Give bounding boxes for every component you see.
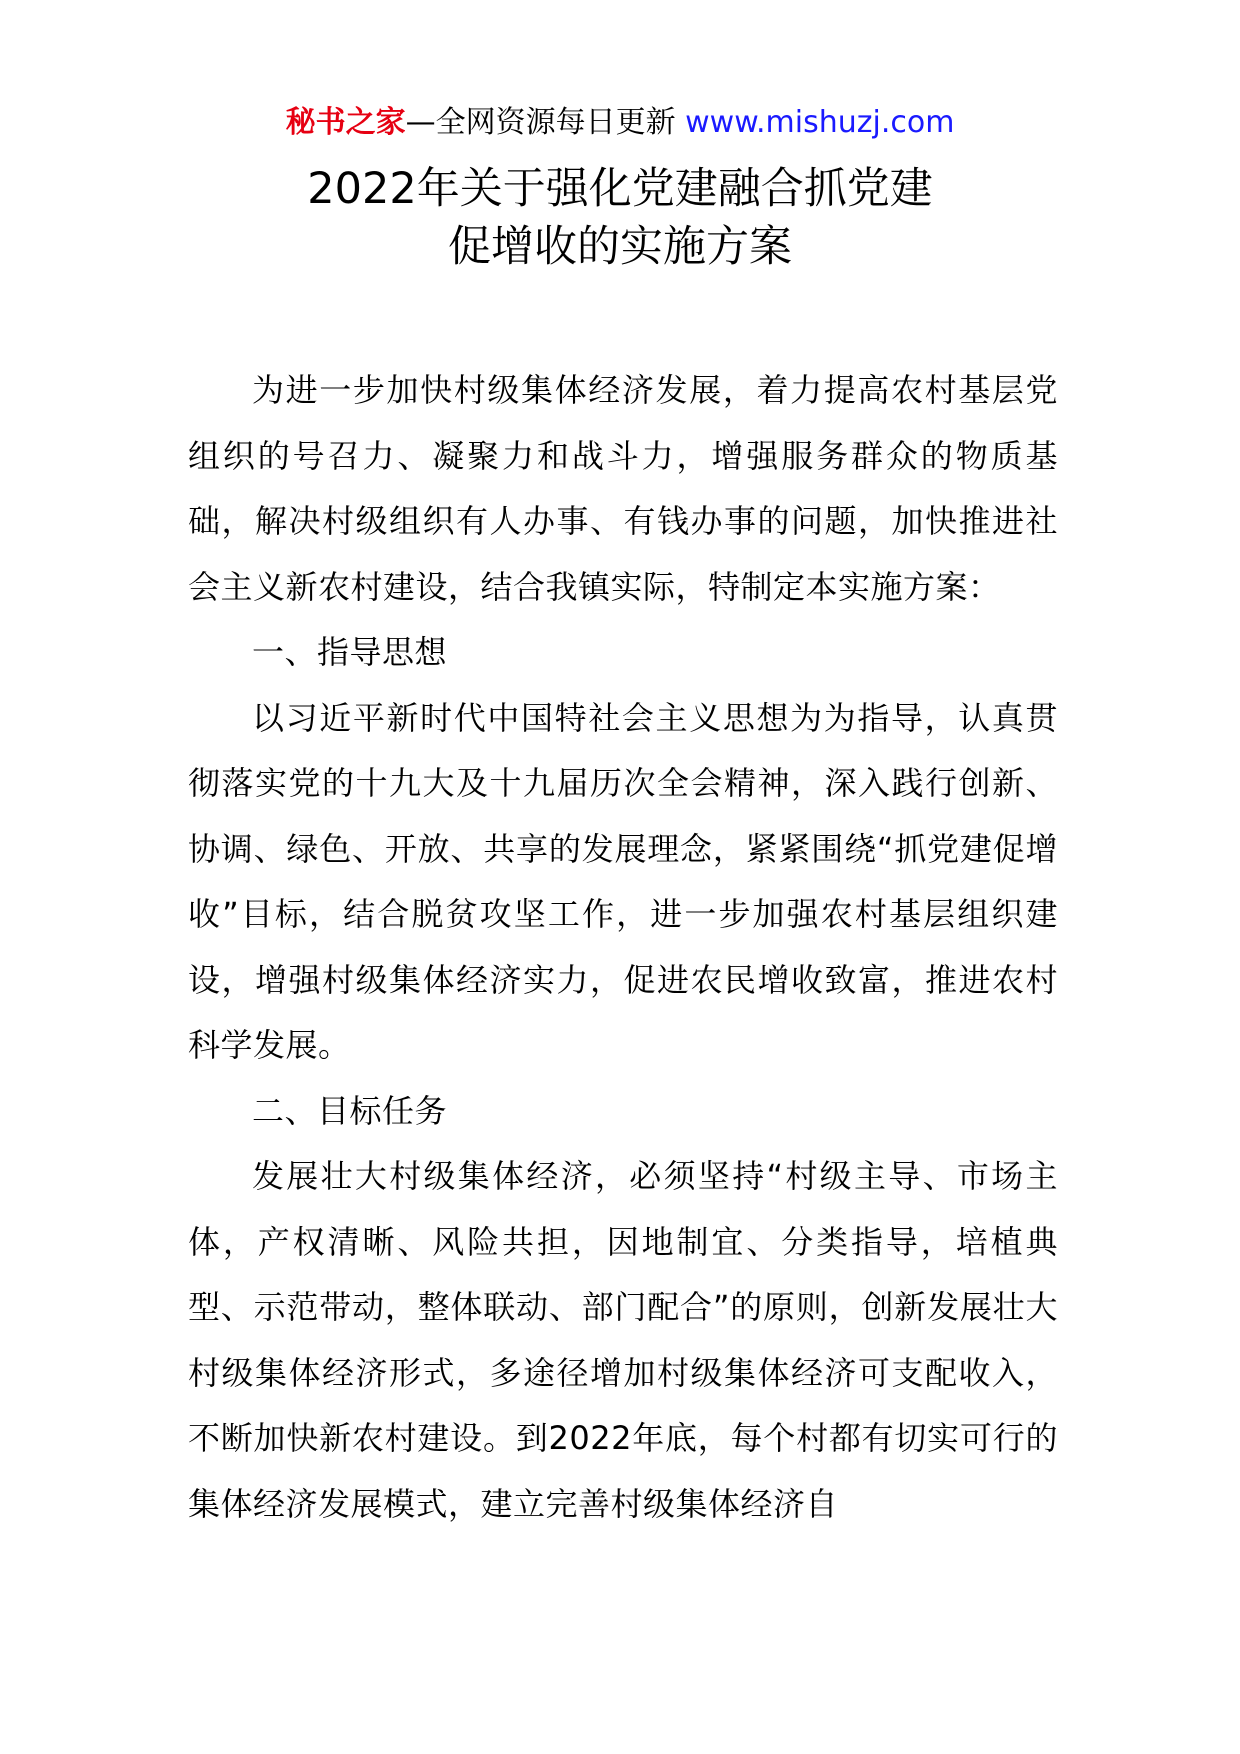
section-heading-guiding-ideology: 一、指导思想 <box>252 633 448 671</box>
document-body <box>188 358 1058 1537</box>
intro-paragraph: 为进一步加快村级集体经济发展，着力提高农村基层党组织的号召力、凝聚力和战斗力，增强服务群众的物质基础，解决村级组织有人办事、有钱办事的问题，加快推进社会主义新农村建设，结合我镇实际，特制定本实施方案： <box>188 371 1058 606</box>
document-title <box>0 160 1240 276</box>
header-separator: — <box>405 105 436 140</box>
section-heading-goals-tasks: 二、目标任务 <box>252 1091 448 1130</box>
brand-name: 秘书之家 <box>285 105 406 140</box>
title-line-2: 促增收的实施方案 <box>448 222 792 272</box>
site-header <box>0 100 1240 146</box>
title-line-1: 2022年关于强化党建融合抓党建 <box>307 164 933 214</box>
section-guiding-ideology-paragraph: 以习近平新时代中国特社会主义思想为为指导，认真贯彻落实党的十九大及十九届历次全会精神，深入践行创新、协调、绿色、开放、共享的发展理念，紧紧围绕“抓党建促增收”目标，结合脱贫攻坚工作，进一步加强农村基层组织建设，增强村级集体经济实力，促进农民增收致富，推进农村科学发展。 <box>188 698 1058 1064</box>
site-url-link[interactable]: www.mishuzj.com <box>685 105 955 140</box>
section-goals-tasks-paragraph: 发展壮大村级集体经济，必须坚持“村级主导、市场主体，产权清晰、风险共担，因地制宜、分类指导，培植典型、示范带动，整体联动、部门配合”的原则，创新发展壮大村级集体经济形式，多途径增加村级集体经济可支配收入，不断加快新农村建设。到2022年底，每个村都有切实可行的集体经济发展模式，建立完善村级集体经济自 <box>188 1157 1058 1523</box>
header-tagline: 全网资源每日更新 <box>435 105 676 140</box>
